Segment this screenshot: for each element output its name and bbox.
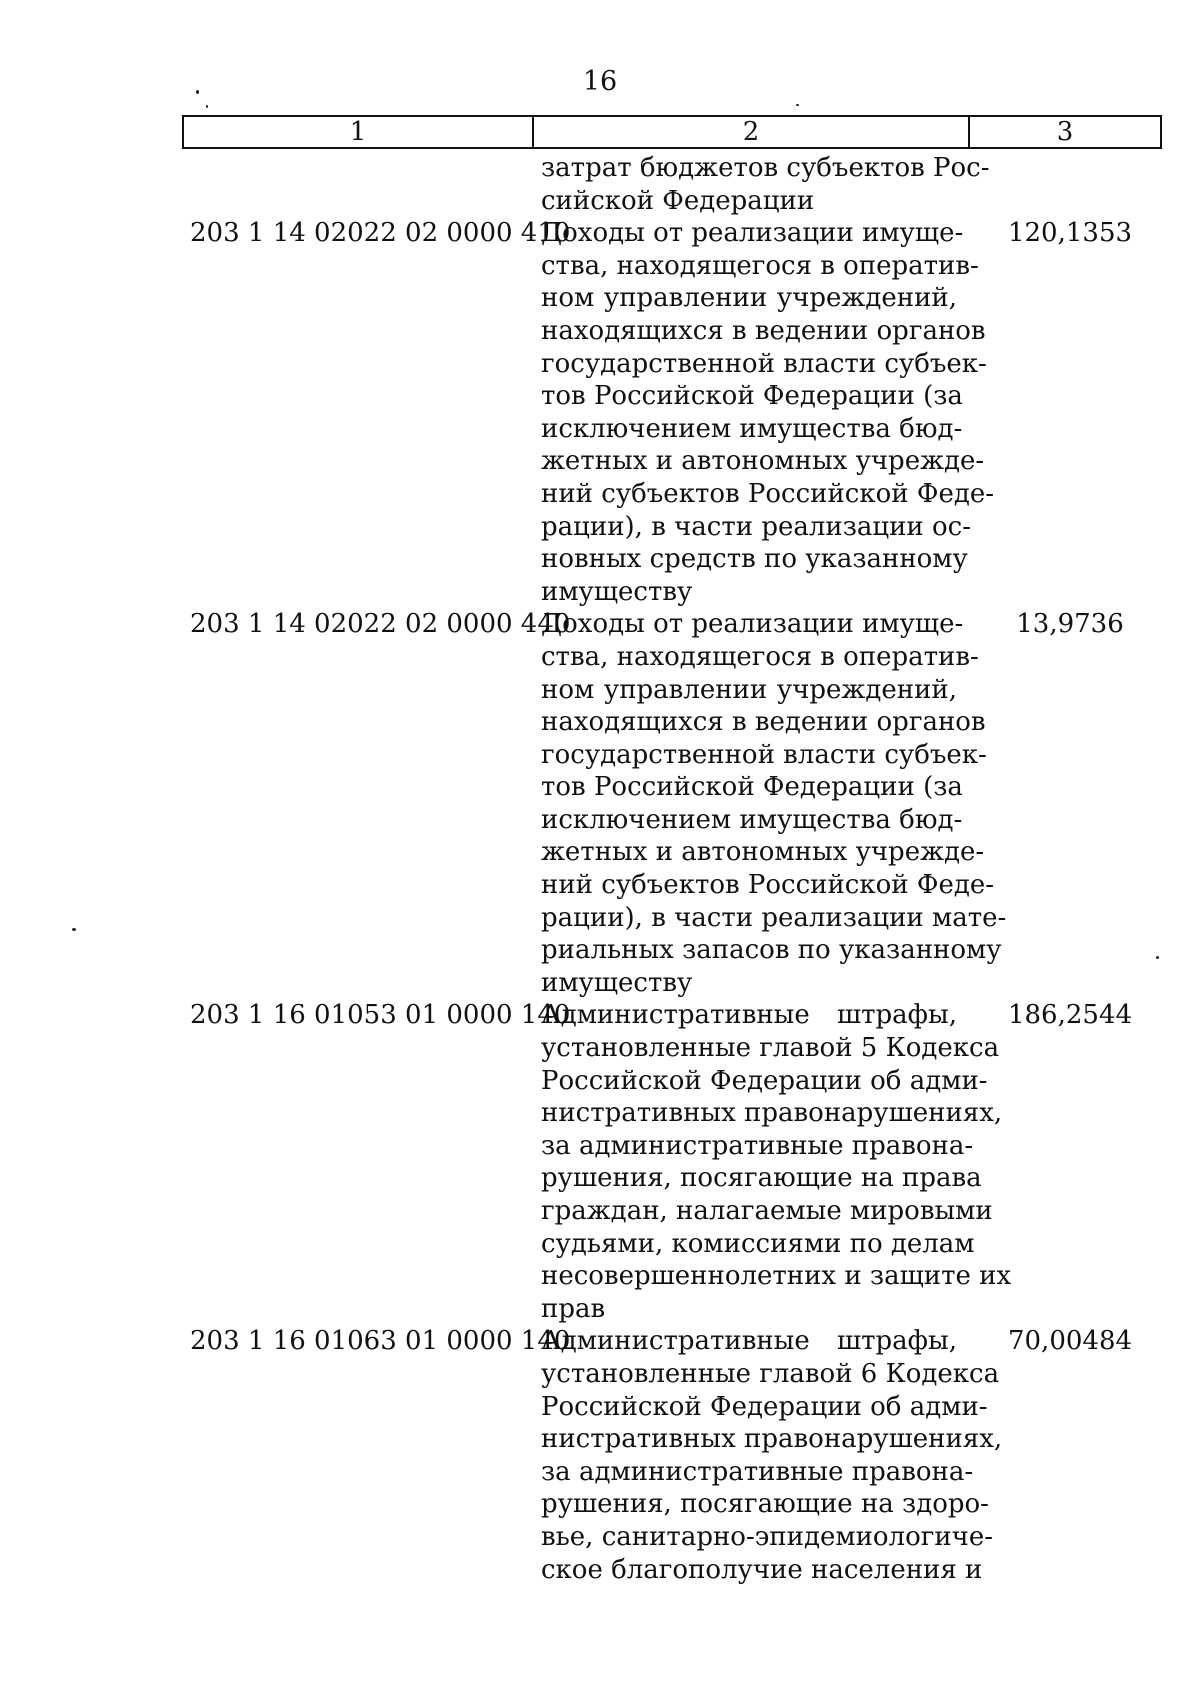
description-line: установленные главой 5 Кодекса <box>541 1033 1000 1064</box>
description-line: новных средств по указанному <box>541 544 968 575</box>
row-description <box>541 608 1007 999</box>
description-line: рации), в части реализации мате- <box>541 902 1007 933</box>
table-header <box>182 115 1162 149</box>
scan-speck <box>72 928 76 931</box>
description-line: Доходы от реализации имуще- <box>541 609 964 640</box>
description-line: граждан, налагаемые мировыми <box>541 1196 993 1226</box>
description-line: вье, санитарно-эпидемиологиче- <box>541 1521 994 1552</box>
description-line: риальных запасов по указанному <box>541 935 1002 966</box>
header-col-3: 3 <box>1056 117 1074 147</box>
description-line: за административные правона- <box>541 1456 974 1487</box>
row-amount: 13,9736 <box>1016 609 1124 640</box>
description-line: Российской Федерации об адми- <box>541 1065 988 1096</box>
description-line: Административные штрафы, <box>541 1000 957 1031</box>
description-line: исключением имущества бюд- <box>541 413 963 444</box>
table-row <box>0 152 1200 217</box>
description-line: тов Российской Федерации (за <box>541 772 963 803</box>
description-line: жетных и автономных учрежде- <box>541 446 985 477</box>
description-line: затрат бюджетов субъектов Рос- <box>541 153 990 183</box>
row-code: 203 1 16 01063 01 0000 140 <box>190 1326 571 1357</box>
scan-speck <box>796 104 799 106</box>
row-code: 203 1 14 02022 02 0000 410 <box>190 218 571 249</box>
description-line: установленные главой 6 Кодекса <box>541 1358 1000 1389</box>
description-line: жетных и автономных учрежде- <box>541 837 985 868</box>
description-line: тов Российской Федерации (за <box>541 381 963 412</box>
description-line: рушения, посягающие на здоро- <box>541 1489 989 1520</box>
description-line: ном управлении учреждений, <box>541 674 957 705</box>
description-line: Административные штрафы, <box>541 1326 957 1357</box>
table-row <box>0 1325 1200 1586</box>
description-line: ства, находящегося в оператив- <box>541 250 979 281</box>
header-col-2: 2 <box>534 117 970 147</box>
description-line: нистративных правонарушениях, <box>541 1098 1003 1129</box>
scan-speck <box>1156 956 1159 959</box>
description-line: государственной власти субъек- <box>541 348 987 379</box>
description-line: прав <box>541 1293 606 1324</box>
description-line: имуществу <box>541 576 693 607</box>
description-line: ства, находящегося в оператив- <box>541 641 979 672</box>
description-line: ний субъектов Российской Феде- <box>541 478 995 509</box>
row-description <box>541 217 995 608</box>
description-line: Доходы от реализации имуще- <box>541 218 964 249</box>
description-line: исключением имущества бюд- <box>541 804 963 835</box>
description-line: ном управлении учреждений, <box>541 283 957 314</box>
description-line: ское благополучие населения и <box>541 1554 983 1585</box>
description-line: государственной власти субъек- <box>541 739 987 770</box>
row-amount: 70,00484 <box>1007 1326 1133 1357</box>
scan-speck <box>196 90 199 94</box>
description-line: рации), в части реализации ос- <box>541 511 972 542</box>
description-line: находящихся в ведении органов <box>541 315 986 346</box>
table-body <box>0 152 1200 1586</box>
row-code: 203 1 14 02022 02 0000 440 <box>190 609 571 640</box>
description-line: имуществу <box>541 967 693 998</box>
table-row <box>0 999 1200 1325</box>
page-number: 16 <box>582 66 618 97</box>
description-line: за административные правона- <box>541 1130 974 1161</box>
table-row <box>0 608 1200 999</box>
row-description <box>541 999 1012 1325</box>
description-line: несовершеннолетних и защите их <box>541 1261 1012 1292</box>
table-row <box>0 217 1200 608</box>
description-line: сийской Федерации <box>541 185 815 216</box>
scan-speck <box>206 105 208 108</box>
description-line: Российской Федерации об адми- <box>541 1391 988 1422</box>
row-description <box>541 152 990 217</box>
description-line: находящихся в ведении органов <box>541 707 986 738</box>
description-line: рушения, посягающие на права <box>541 1163 982 1194</box>
description-line: нистративных правонарушениях, <box>541 1424 1003 1455</box>
row-amount: 120,1353 <box>1007 218 1133 249</box>
row-description <box>541 1325 1003 1586</box>
row-code: 203 1 16 01053 01 0000 140 <box>190 1000 571 1031</box>
description-line: судьями, комиссиями по делам <box>541 1228 975 1259</box>
header-col-1: 1 <box>184 117 534 147</box>
description-line: ний субъектов Российской Феде- <box>541 870 995 901</box>
row-amount: 186,2544 <box>1007 1000 1133 1031</box>
